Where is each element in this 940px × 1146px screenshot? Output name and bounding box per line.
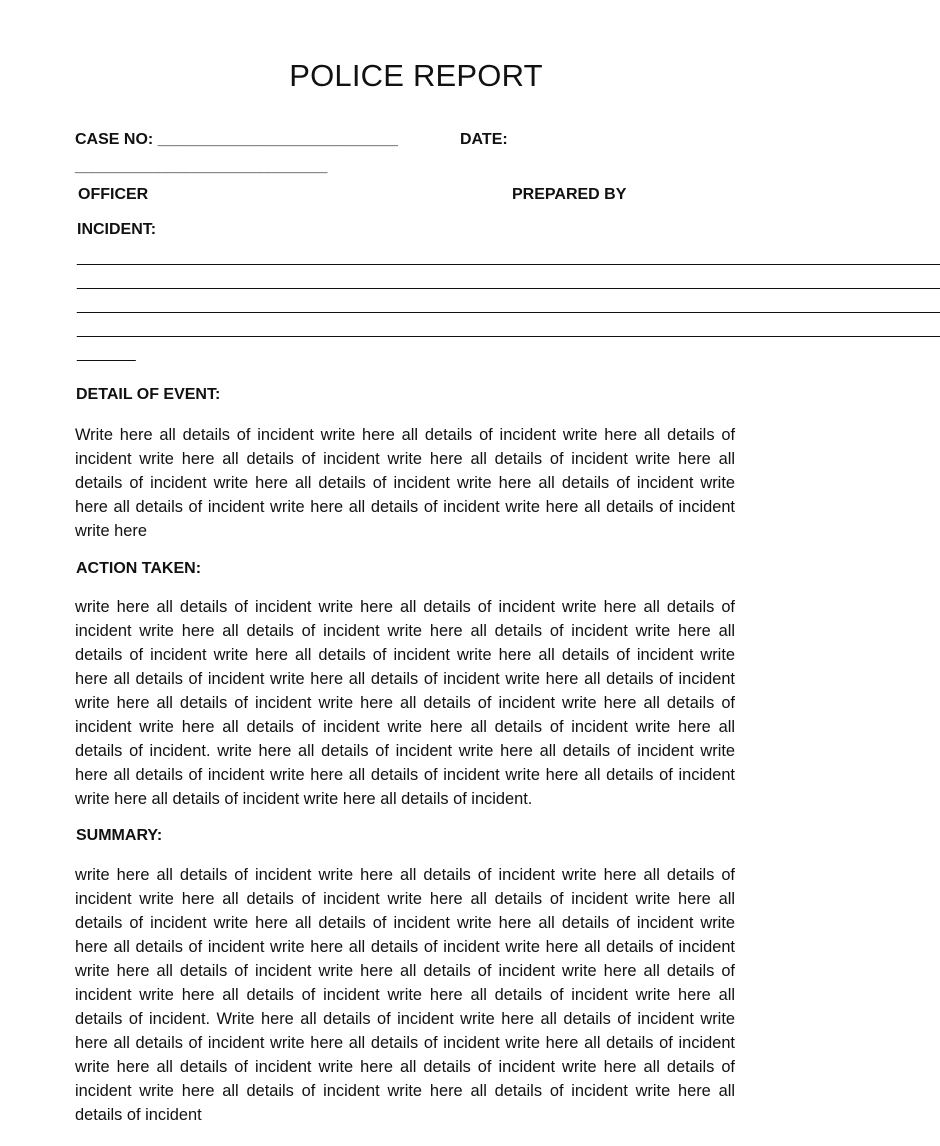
summary-heading: SUMMARY: [76, 827, 163, 844]
summary-text: write here all details of incident write here all details of incident write here all details of incident write here all details of incident write here all details of incident write here all details of incident write here all details of incident write here all details of incident write here all details of incident write here all details of incident write here all details of incident write here all details of incident write here all details of incident write here all details of incident write here all details of incident write here all details of incident write here all details of incident. Write here all details of incident write here all details of incident write here all details of incident write here all details of incident write here all details of incident write here all details of incident write here all details of incident write here all details of incident write here all details of incident write here all details of incident write here all details of incident [75, 866, 735, 1124]
date-label: DATE: [460, 131, 508, 148]
action-taken-text: write here all details of incident write here all details of incident write here all details of incident write here all details of incident write here all details of incident write here all details of incident write here all details of incident write here all details of incident write here all details of incident write here all details of incident write here all details of incident write here all details of incident write here all details of incident write here all details of incident write here all details of incident write here all details of incident write here all details of incident. write here all details of incident write here all details of incident write here all details of incident write here all details of incident write here all details of incident write here all details of incident write here all details of incident. [75, 598, 735, 808]
case-no-label: CASE NO: [75, 131, 154, 148]
incident-line: ________________________________________________________________________________________________________ [77, 321, 940, 338]
incident-line: ________________________________________________________________________________________________________ [77, 249, 940, 266]
case-no-continuation: ______________________________ [75, 158, 327, 175]
page-title: POLICE REPORT [289, 58, 543, 93]
incident-label: INCIDENT: [77, 221, 157, 238]
incident-line: ________________________________________________________________________________________________________ [77, 297, 940, 314]
detail-of-event-heading: DETAIL OF EVENT: [76, 386, 221, 403]
detail-of-event-text: Write here all details of incident write here all details of incident write here all details of incident write here all details of incident write here all details of incident write here all details of incident write here all details of incident write here all details of incident write here all details of incident write here all details of incident write here all details of incident write here [75, 426, 735, 540]
incident-line: ________________________________________________________________________________________________________ [77, 273, 940, 290]
cut-off-label-right: PREPARED BY [512, 186, 627, 203]
action-taken-heading: ACTION TAKEN: [76, 560, 202, 577]
case-no-row [75, 131, 398, 149]
cut-off-field-left [78, 186, 158, 203]
cut-off-label-left: OFFICER [78, 186, 149, 203]
incident-line: _______ [77, 345, 136, 362]
cut-off-field-right [512, 186, 642, 203]
case-no-blank: ___________________________ [157, 131, 398, 148]
